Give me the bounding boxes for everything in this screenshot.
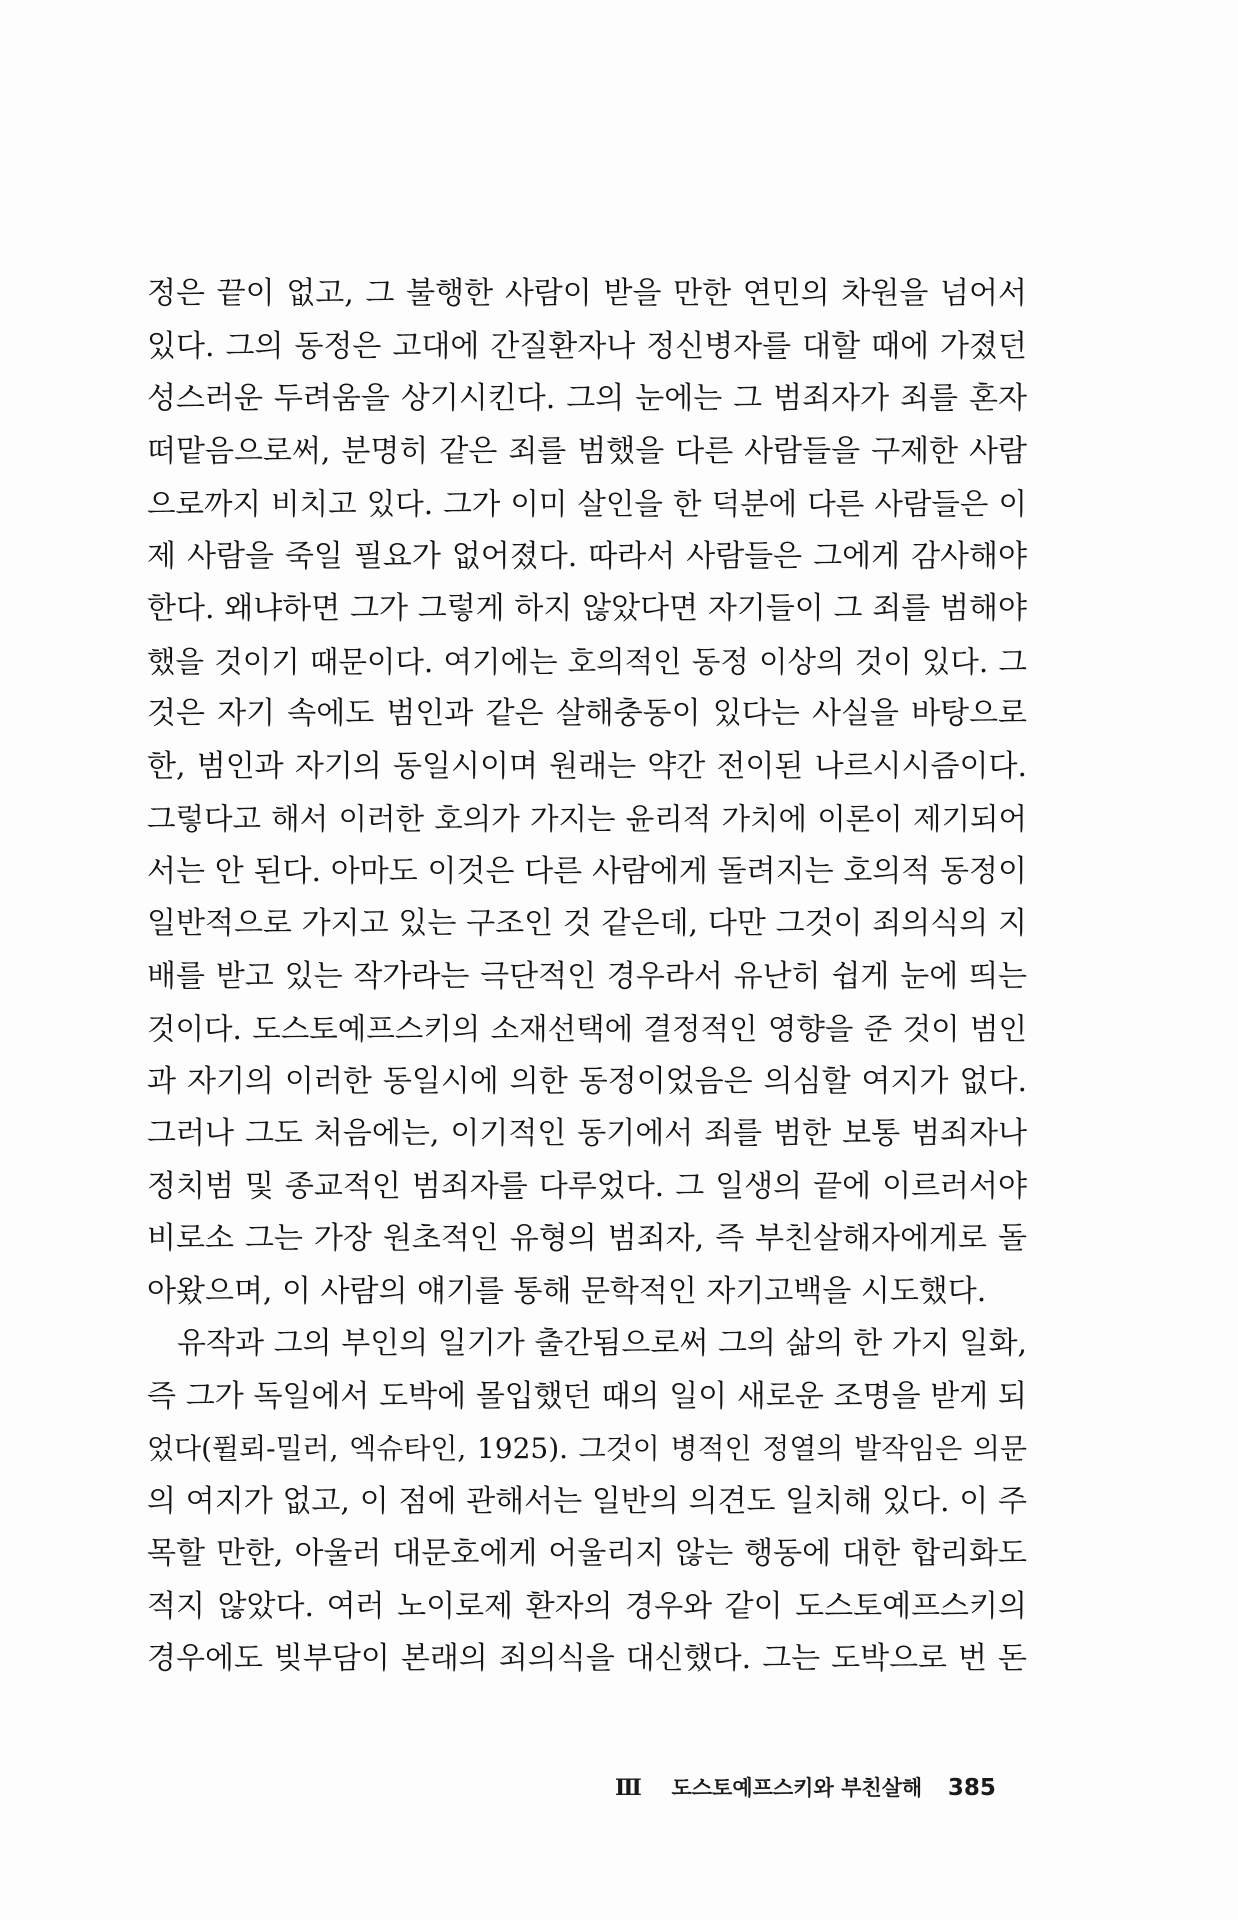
text-line: 었다(퓔뢰-밀러, 엑슈타인, 1925). 그것이 병적인 정열의 발작임은 의문 bbox=[147, 1432, 1027, 1465]
text-line: 즉 그가 독일에서 도박에 몰입했던 때의 일이 새로운 조명을 받게 되 bbox=[147, 1378, 1027, 1414]
text-line: 과 자기의 이러한 동일시에 의한 동정이었음은 의심할 여지가 없다. bbox=[147, 1063, 1027, 1099]
page-number: 385 bbox=[947, 1775, 996, 1801]
text-line: 것이다. 도스토예프스키의 소재선택에 결정적인 영향을 준 것이 범인 bbox=[147, 1012, 1027, 1046]
text-line: 떠맡음으로써, 분명히 같은 죄를 범했을 다른 사람들을 구제한 사람 bbox=[147, 433, 1027, 469]
text-line: 목할 만한, 아울러 대문호에게 어울리지 않는 행동에 대한 합리화도 bbox=[147, 1536, 1027, 1571]
text-line: 있다. 그의 동정은 고대에 간질환자나 정신병자를 대할 때에 가졌던 bbox=[147, 328, 1027, 364]
text-line: 경우에도 빚부담이 본래의 죄의식을 대신했다. 그는 도박으로 번 돈 bbox=[147, 1641, 1027, 1676]
text-line: 으로까지 비치고 있다. 그가 이미 살인을 한 덕분에 다른 사람들은 이 bbox=[147, 487, 1027, 521]
text-line: 그러나 그도 처음에는, 이기적인 동기에서 죄를 범한 보통 범죄자나 bbox=[147, 1116, 1027, 1151]
paragraph-1 bbox=[147, 268, 1027, 1318]
page-footer bbox=[615, 1770, 1015, 1806]
text-line: 성스러운 두려움을 상기시킨다. 그의 눈에는 그 범죄자가 죄를 혼자 bbox=[147, 381, 1027, 416]
text-line: 제 사람을 죽일 필요가 없어졌다. 따라서 사람들은 그에게 감사해야 bbox=[147, 538, 1027, 574]
text-line: 일반적으로 가지고 있는 구조인 것 같은데, 다만 그것이 죄의식의 지 bbox=[147, 906, 1027, 941]
text-line: 비로소 그는 가장 원초적인 유형의 범죄자, 즉 부친살해자에게로 돌 bbox=[147, 1221, 1027, 1256]
text-line: 적지 않았다. 여러 노이로제 환자의 경우와 같이 도스토예프스키의 bbox=[147, 1588, 1027, 1624]
text-line: 배를 받고 있는 작가라는 극단적인 경우라서 유난히 쉽게 눈에 띄는 bbox=[147, 958, 1027, 994]
text-line: 서는 안 된다. 아마도 이것은 다른 사람에게 돌려지는 호의적 동정이 bbox=[147, 853, 1027, 889]
text-line: 그렇다고 해서 이러한 호의가 가지는 윤리적 가치에 이론이 제기되어 bbox=[147, 802, 1027, 836]
text-line: 한다. 왜냐하면 그가 그렇게 하지 않았다면 자기들이 그 죄를 범해야 bbox=[147, 591, 1027, 626]
chapter-number: Ⅲ bbox=[615, 1775, 642, 1801]
text-line: 정은 끝이 없고, 그 불행한 사람이 받을 만한 연민의 차원을 넘어서 bbox=[147, 276, 1027, 311]
text-line: 한, 범인과 자기의 동일시이며 원래는 약간 전이된 나르시시즘이다. bbox=[147, 748, 1027, 784]
paragraph-2 bbox=[147, 1318, 1027, 1686]
text-line: 의 여지가 없고, 이 점에 관해서는 일반의 의견도 일치해 있다. 이 주 bbox=[147, 1483, 1027, 1519]
text-line: 정치범 및 종교적인 범죄자를 다루었다. 그 일생의 끝에 이르러서야 bbox=[147, 1168, 1027, 1204]
text-line: 했을 것이기 때문이다. 여기에는 호의적인 동정 이상의 것이 있다. 그 bbox=[147, 644, 1027, 679]
text-line: 아왔으며, 이 사람의 얘기를 통해 문학적인 자기고백을 시도했다. bbox=[147, 1273, 987, 1309]
body-text bbox=[147, 268, 1027, 1686]
running-title: 도스토예프스키와 부친살해 bbox=[671, 1776, 923, 1800]
text-line: 유작과 그의 부인의 일기가 출간됨으로써 그의 삶의 한 가지 일화, bbox=[177, 1326, 1027, 1361]
text-line: 것은 자기 속에도 범인과 같은 살해충동이 있다는 사실을 바탕으로 bbox=[147, 696, 1027, 731]
